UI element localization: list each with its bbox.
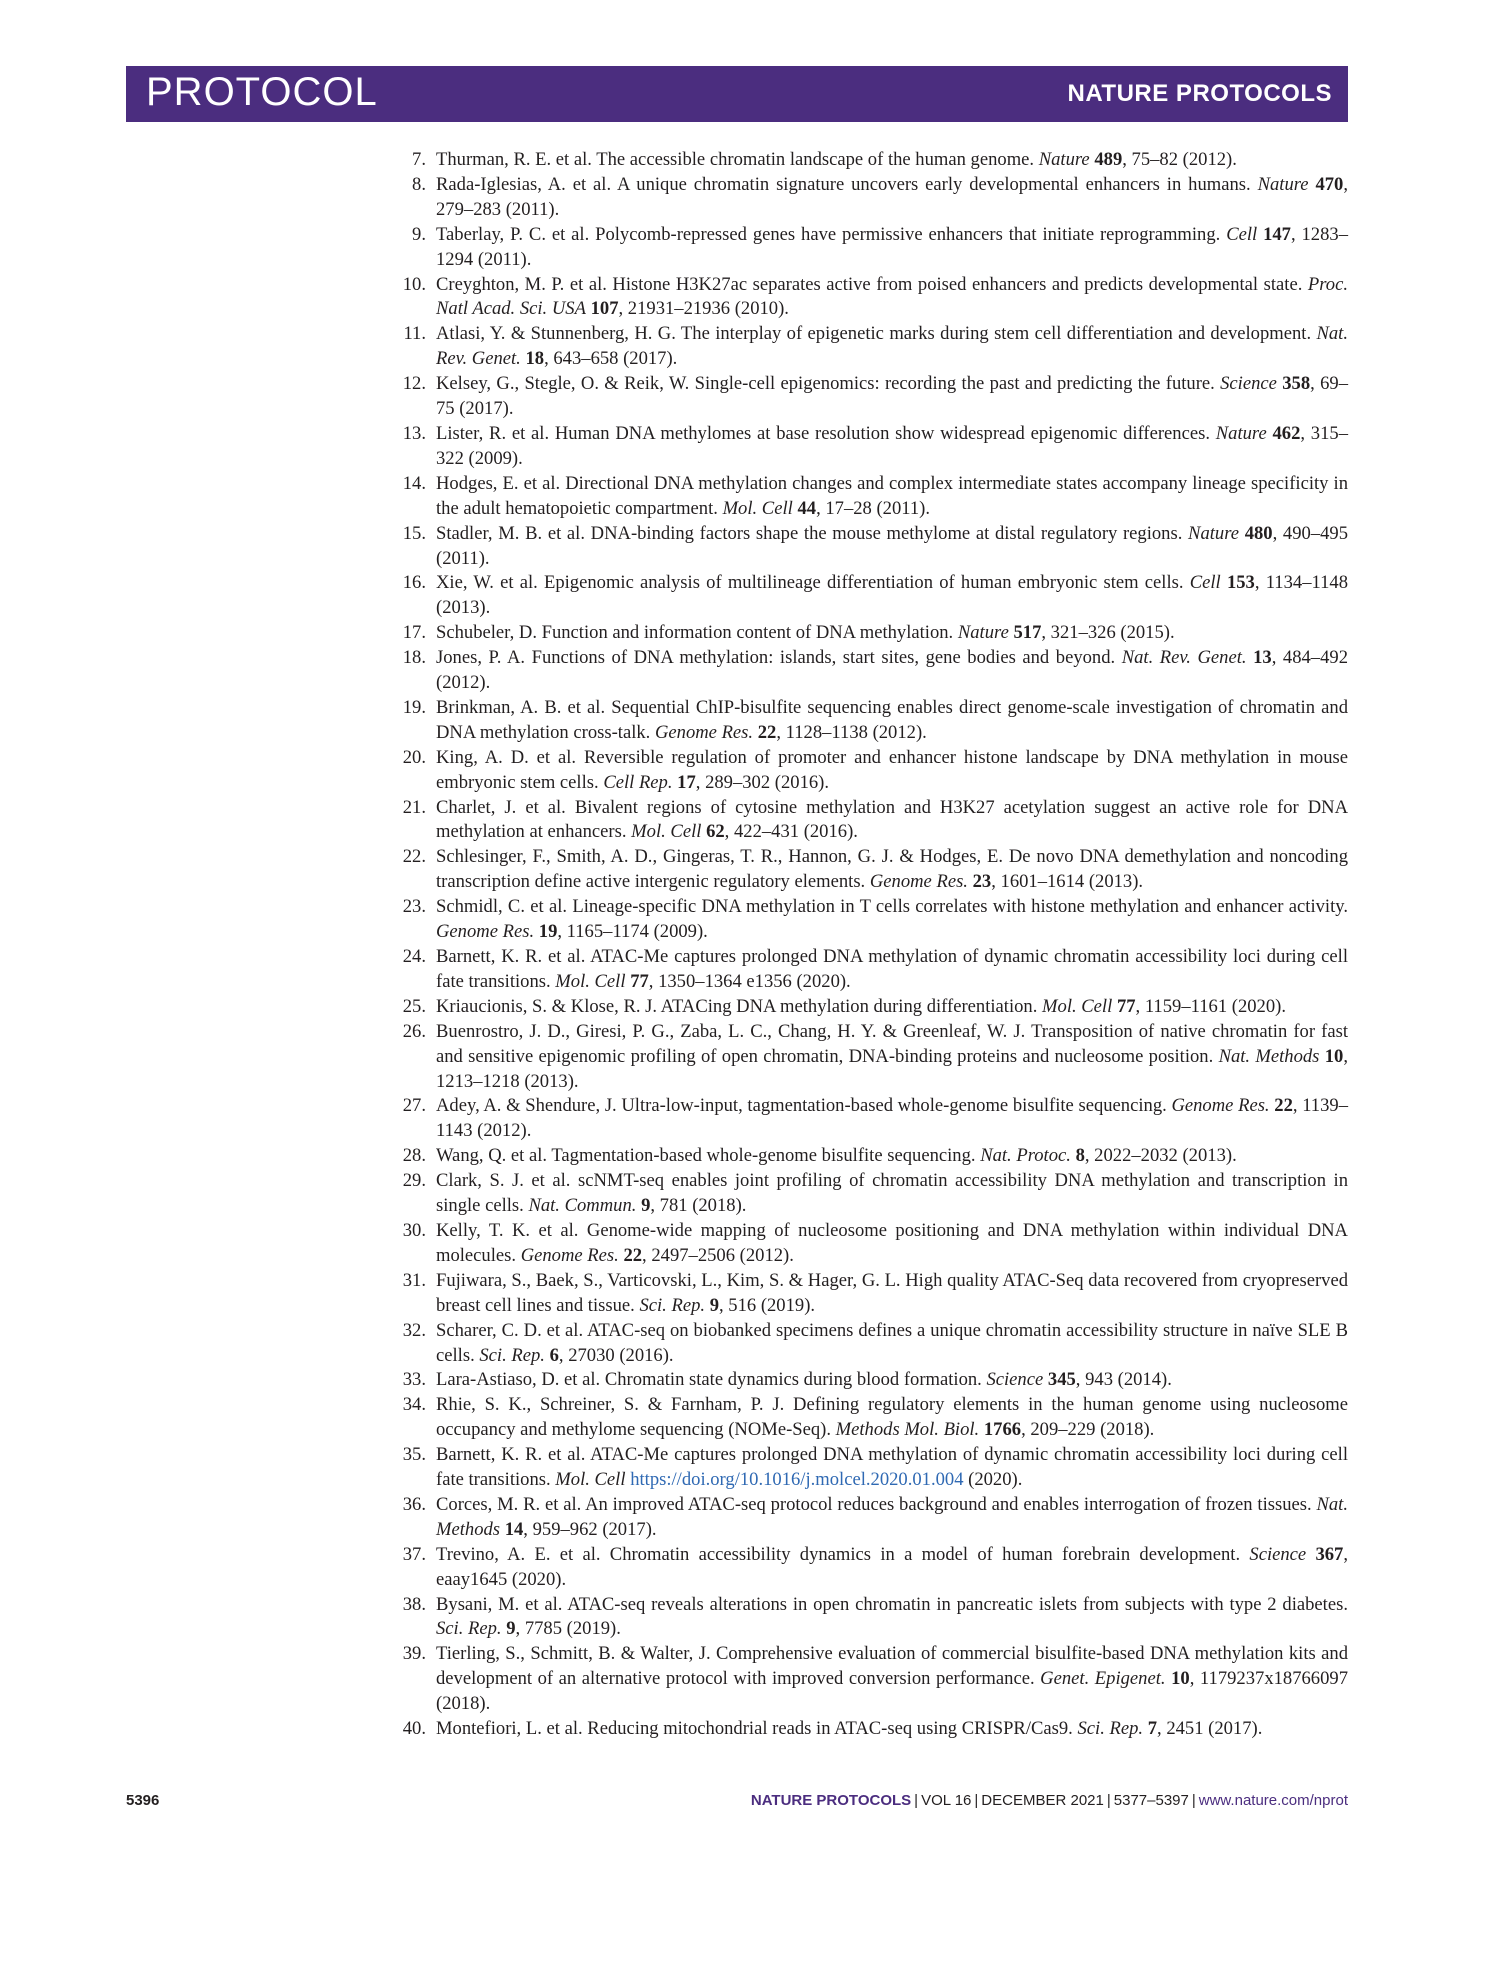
reference-segment: , 2451 (2017). (1157, 1718, 1263, 1740)
reference-item (396, 1717, 1348, 1742)
reference-segment: , 1283–1294 (2011). (436, 223, 1348, 270)
reference-segment: Xie, W. et al. Epigenomic analysis of multilineage differentiation of human embryonic stem cells. (436, 572, 1190, 594)
reference-segment: , 1139–1143 (2012). (436, 1095, 1348, 1142)
reference-item (396, 1144, 1348, 1169)
reference-item (396, 1094, 1348, 1144)
journal-title: Cell (1226, 223, 1258, 245)
reference-segment: , 279–283 (2011). (436, 173, 1348, 220)
reference-text (436, 846, 1348, 892)
volume-number: 345 (1047, 1369, 1076, 1391)
reference-number: 38. (402, 1593, 426, 1615)
reference-item (396, 1393, 1348, 1443)
reference-segment: , 289–302 (2016). (695, 771, 830, 793)
volume-number: 462 (1272, 422, 1301, 444)
reference-segment: , 2022–2032 (2013). (1084, 1145, 1237, 1167)
reference-segment: Lister, R. et al. Human DNA methylomes at base resolution show widespread epigenomic differences. (436, 422, 1216, 444)
reference-item (396, 995, 1348, 1020)
reference-item (396, 1593, 1348, 1643)
journal-title: Nature (1257, 173, 1309, 195)
reference-number: 40. (402, 1718, 426, 1740)
volume-number: 7 (1147, 1718, 1158, 1740)
reference-segment: , 315–322 (2009). (436, 422, 1348, 469)
reference-item (396, 1493, 1348, 1543)
reference-number: 32. (402, 1319, 426, 1341)
reference-text (436, 1170, 1348, 1216)
journal-title: Mol. Cell (722, 497, 793, 519)
reference-item (396, 148, 1348, 173)
reference-text (436, 647, 1348, 693)
reference-segment: , 27030 (2016). (558, 1344, 674, 1366)
journal-title: Mol. Cell (555, 970, 626, 992)
reference-segment: , 1165–1174 (2009). (557, 921, 708, 943)
reference-segment: Atlasi, Y. & Stunnenberg, H. G. The interplay of epigenetic marks during stem cell differentiation and development. (436, 323, 1317, 345)
reference-segment: Taberlay, P. C. et al. Polycomb-repressed genes have permissive enhancers that initiate reprogramming. (436, 223, 1227, 245)
reference-segment: , 1128–1138 (2012). (776, 721, 927, 743)
reference-segment: Brinkman, A. B. et al. Sequential ChIP-bisulfite sequencing enables direct genome-scale investigation of chromatin and DNA methylation cross-talk. (436, 696, 1348, 743)
page-number: 5396 (126, 1792, 160, 1809)
reference-segment: Buenrostro, J. D., Giresi, P. G., Zaba, L. C., Chang, H. Y. & Greenleaf, W. J. Transposition of native chromatin for fast and sensitive epigenomic profiling of open chromatin, DNA-binding proteins and nucleosome position. (436, 1020, 1348, 1067)
reference-text (436, 1021, 1348, 1092)
reference-text (436, 373, 1348, 419)
reference-text (436, 323, 1348, 369)
reference-segment: , 1601–1614 (2013). (991, 871, 1144, 893)
reference-segment: Bysani, M. et al. ATAC-seq reveals alterations in open chromatin in pancreatic islets from subjects with type 2 diabetes. (436, 1593, 1348, 1615)
reference-segment: Charlet, J. et al. Bivalent regions of cytosine methylation and H3K27 acetylation suggest an active role for DNA methylation at enhancers. (436, 796, 1348, 843)
volume-number: 22 (757, 721, 777, 743)
reference-segment: Tierling, S., Schmitt, B. & Walter, J. Comprehensive evaluation of commercial bisulfite-based DNA methylation kits and development of an alternative protocol with improved conversion performance. (436, 1643, 1348, 1690)
footer-journal: NATURE PROTOCOLS (750, 1792, 912, 1809)
reference-segment: , 643–658 (2017). (544, 348, 678, 370)
volume-number: 14 (504, 1518, 524, 1540)
journal-title: Sci. Rep. (1077, 1718, 1144, 1740)
reference-item (396, 1269, 1348, 1319)
journal-title: Sci. Rep. (436, 1618, 502, 1640)
reference-item (396, 472, 1348, 522)
reference-segment: Montefiori, L. et al. Reducing mitochondrial reads in ATAC-seq using CRISPR/Cas9. (436, 1718, 1078, 1740)
journal-title: Nat. Methods (1218, 1045, 1320, 1067)
reference-segment: Kelsey, G., Stegle, O. & Reik, W. Single-cell epigenomics: recording the past and predicting the future. (436, 373, 1221, 395)
reference-number: 35. (402, 1444, 426, 1466)
reference-text (436, 274, 1348, 320)
reference-item (396, 1319, 1348, 1369)
journal-title: Nature (1038, 149, 1090, 170)
reference-segment: Adey, A. & Shendure, J. Ultra-low-input, tagmentation-based whole-genome bisulfite sequencing. (436, 1095, 1172, 1117)
journal-title: Mol. Cell (555, 1469, 626, 1491)
reference-number: 15. (402, 522, 426, 544)
footer-pages: 5377–5397 (1113, 1792, 1189, 1809)
reference-item (396, 845, 1348, 895)
footer-url-link[interactable]: www.nature.com/nprot (1198, 1792, 1348, 1809)
reference-segment: , 1213–1218 (2013). (436, 1045, 1348, 1092)
reference-text (436, 996, 1286, 1017)
journal-title: Genome Res. (654, 721, 754, 743)
reference-text (436, 747, 1348, 793)
journal-title: Genome Res. (436, 921, 535, 943)
reference-segment: Trevino, A. E. et al. Chromatin accessibility dynamics in a model of human forebrain development. (436, 1543, 1250, 1565)
reference-item (396, 1368, 1348, 1393)
reference-number: 24. (402, 946, 426, 967)
reference-segment: Rada-Iglesias, A. et al. A unique chromatin signature uncovers early developmental enhancers in humans. (436, 173, 1258, 195)
journal-title: Nat. Rev. Genet. (436, 323, 1348, 370)
reference-number: 9. (412, 223, 426, 245)
volume-number: 22 (623, 1244, 643, 1266)
reference-number: 33. (402, 1369, 426, 1391)
reference-segment: Wang, Q. et al. Tagmentation-based whole-genome bisulfite sequencing. (436, 1145, 981, 1167)
reference-segment: Jones, P. A. Functions of DNA methylation: islands, start sites, gene bodies and beyond. (436, 647, 1122, 669)
reference-item (396, 1169, 1348, 1219)
reference-number: 20. (402, 746, 426, 768)
volume-number: 489 (1094, 149, 1123, 170)
footer-citation (751, 1792, 1348, 1809)
volume-number: 10 (1171, 1668, 1190, 1690)
volume-number: 10 (1324, 1045, 1344, 1067)
reference-segment: , 1350–1364 e1356 (2020). (648, 970, 851, 992)
reference-text (436, 1369, 1172, 1390)
journal-title: Nat. Rev. Genet. (1121, 647, 1247, 669)
footer-volume: VOL 16 (921, 1792, 972, 1809)
reference-item (396, 273, 1348, 323)
reference-segment: Kriaucionis, S. & Klose, R. J. ATACing DNA methylation during differentiation. (436, 995, 1043, 1017)
reference-segment: Stadler, M. B. et al. DNA-binding factors shape the mouse methylome at distal regulatory regions. (436, 522, 1189, 544)
reference-number: 34. (402, 1394, 426, 1416)
volume-number: 9 (641, 1195, 651, 1217)
volume-number: 470 (1315, 173, 1344, 195)
reference-segment: , 1159–1161 (2020). (1135, 995, 1286, 1017)
reference-number: 39. (402, 1643, 426, 1665)
reference-number: 10. (402, 273, 426, 295)
reference-number: 8. (412, 173, 426, 195)
journal-title: Nature (1215, 422, 1267, 444)
reference-segment: Schmidl, C. et al. Lineage-specific DNA methylation in T cells correlates with histone methylation and enhancer activity. (436, 896, 1348, 918)
journal-title: Genome Res. (869, 871, 968, 893)
reference-number: 14. (402, 472, 426, 494)
reference-text (436, 1145, 1237, 1166)
reference-text (436, 1220, 1348, 1266)
reference-text (436, 423, 1348, 469)
journal-title: Cell (1189, 572, 1221, 594)
reference-number: 29. (402, 1170, 426, 1192)
reference-number: 19. (402, 696, 426, 718)
volume-number: 367 (1315, 1543, 1344, 1565)
reference-text (436, 174, 1348, 220)
reference-segment: Rhie, S. K., Schreiner, S. & Farnham, P. J. Defining regulatory elements in the human genome using nucleosome occupancy and methylome sequencing (NOMe-Seq). (436, 1394, 1348, 1441)
reference-number: 21. (402, 796, 426, 818)
reference-text (436, 1718, 1262, 1739)
reference-segment: Thurman, R. E. et al. The accessible chromatin landscape of the human genome. (436, 149, 1039, 170)
volume-number: 62 (706, 821, 725, 843)
reference-item (396, 1020, 1348, 1095)
reference-segment: Hodges, E. et al. Directional DNA methylation changes and complex intermediate states accompany lineage specificity in the adult hematopoietic compartment. (436, 472, 1348, 519)
reference-segment: , 422–431 (2016). (724, 821, 858, 843)
journal-title: Nat. Protoc. (980, 1145, 1071, 1167)
reference-text (436, 523, 1348, 569)
volume-number: 153 (1226, 572, 1255, 594)
volume-number: 517 (1013, 622, 1042, 644)
volume-number: 23 (972, 871, 992, 893)
volume-number: 8 (1075, 1145, 1085, 1167)
reference-item (396, 322, 1348, 372)
reference-item (396, 1642, 1348, 1717)
reference-text (436, 622, 1175, 643)
reference-item (396, 571, 1348, 621)
volume-number: 44 (797, 497, 817, 519)
reference-text (436, 224, 1348, 270)
reference-segment: Clark, S. J. et al. scNMT-seq enables joint profiling of chromatin accessibility DNA methylation and transcription in single cells. (436, 1170, 1348, 1217)
reference-item (396, 223, 1348, 273)
volume-number: 1766 (983, 1419, 1022, 1441)
reference-number: 28. (402, 1145, 426, 1167)
reference-segment: Schlesinger, F., Smith, A. D., Gingeras, T. R., Hannon, G. J. & Hodges, E. De novo DNA demethylation and noncoding transcription define active intergenic regulatory elements. (436, 846, 1348, 893)
reference-segment: , eaay1645 (2020). (436, 1543, 1348, 1590)
reference-segment: , 7785 (2019). (515, 1618, 621, 1640)
volume-number: 480 (1244, 522, 1273, 544)
reference-item (396, 746, 1348, 796)
reference-number: 18. (402, 647, 426, 669)
reference-text (436, 1394, 1348, 1440)
reference-segment: , 959–962 (2017). (523, 1518, 657, 1540)
reference-number: 16. (402, 572, 426, 594)
footer-separator: | (914, 1792, 919, 1809)
reference-number: 22. (402, 846, 426, 868)
volume-number: 18 (525, 348, 545, 370)
reference-segment: Lara-Astiaso, D. et al. Chromatin state dynamics during blood formation. (436, 1369, 987, 1391)
footer-separator: | (974, 1792, 979, 1809)
reference-segment: , 1134–1148 (2013). (436, 572, 1348, 619)
reference-item (396, 173, 1348, 223)
reference-text (436, 1594, 1348, 1640)
reference-item (396, 422, 1348, 472)
reference-segment: , 209–229 (2018). (1021, 1419, 1155, 1441)
reference-segment: , 781 (2018). (650, 1195, 747, 1217)
reference-text (436, 1320, 1348, 1366)
page-footer (126, 1792, 1348, 1816)
footer-separator: | (1106, 1792, 1111, 1809)
reference-segment: , 2497–2506 (2012). (642, 1244, 794, 1266)
reference-number: 31. (402, 1269, 426, 1291)
reference-item (396, 621, 1348, 646)
reference-item (396, 1543, 1348, 1593)
reference-text (436, 946, 1348, 992)
reference-text (436, 896, 1348, 942)
reference-item (396, 945, 1348, 995)
journal-title: Nature (1188, 522, 1240, 544)
reference-number: 37. (402, 1543, 426, 1565)
reference-segment: , 943 (2014). (1075, 1369, 1172, 1391)
reference-number: 11. (403, 323, 426, 345)
reference-item (396, 696, 1348, 746)
volume-number: 17 (677, 771, 696, 793)
reference-item (396, 522, 1348, 572)
journal-title: Nature (957, 622, 1009, 644)
reference-number: 36. (402, 1493, 426, 1515)
journal-title: Science (1220, 373, 1277, 395)
reference-segment: Barnett, K. R. et al. ATAC-Me captures prolonged DNA methylation of dynamic chromatin accessibility loci during cell fate transitions. (436, 946, 1348, 992)
journal-title: Science (986, 1369, 1044, 1391)
volume-number: 9 (506, 1618, 516, 1640)
journal-title: Genome Res. (520, 1244, 619, 1266)
reference-number: 26. (402, 1020, 426, 1042)
reference-text (436, 572, 1348, 618)
reference-number: 23. (402, 896, 426, 918)
reference-number: 17. (402, 622, 426, 644)
reference-segment: King, A. D. et al. Reversible regulation of promoter and enhancer histone landscape by DNA methylation in mouse embryonic stem cells. (436, 746, 1348, 793)
volume-number: 22 (1274, 1095, 1293, 1117)
reference-item (396, 895, 1348, 945)
reference-text (436, 1444, 1348, 1490)
journal-title: Science (1249, 1543, 1307, 1565)
journal-title: Proc. Natl Acad. Sci. USA (436, 273, 1348, 320)
reference-text (436, 1270, 1348, 1316)
reference-segment: , 1179237x18766097 (2018). (436, 1668, 1348, 1715)
reference-list (396, 148, 1348, 1742)
reference-segment: Kelly, T. K. et al. Genome-wide mapping of nucleosome positioning and DNA methylation within individual DNA molecules. (436, 1219, 1348, 1266)
reference-text (436, 1544, 1348, 1590)
reference-number: 13. (402, 422, 426, 444)
journal-title: Genet. Epigenet. (1040, 1668, 1166, 1690)
reference-text (436, 697, 1348, 743)
journal-title: Sci. Rep. (639, 1294, 706, 1316)
reference-number: 27. (402, 1095, 426, 1117)
reference-segment: Scharer, C. D. et al. ATAC-seq on biobanked specimens defines a unique chromatin accessibility structure in naïve SLE B cells. (436, 1319, 1348, 1366)
reference-number: 25. (402, 995, 426, 1017)
journal-title: Genome Res. (1171, 1095, 1270, 1117)
reference-text (436, 473, 1348, 519)
reference-segment: , 21931–21936 (2010). (618, 298, 789, 320)
journal-title: Mol. Cell (1042, 995, 1113, 1017)
volume-number: 9 (709, 1294, 719, 1316)
volume-number: 19 (538, 921, 558, 943)
reference-text (436, 797, 1348, 843)
reference-item (396, 796, 1348, 846)
reference-item (396, 1219, 1348, 1269)
volume-number: 13 (1253, 647, 1272, 669)
reference-segment: Creyghton, M. P. et al. Histone H3K27ac separates active from poised enhancers and predicts developmental state. (436, 273, 1308, 295)
journal-title: Methods Mol. Biol. (835, 1419, 980, 1441)
reference-number: 7. (412, 149, 426, 170)
section-label: PROTOCOL (146, 70, 378, 114)
volume-number: 107 (590, 298, 619, 320)
doi-link[interactable]: https://doi.org/10.1016/j.molcel.2020.01.004 (630, 1469, 964, 1491)
reference-segment: Barnett, K. R. et al. ATAC-Me captures prolonged DNA methylation of dynamic chromatin accessibility loci during cell fate transitions. (436, 1444, 1348, 1491)
volume-number: 358 (1282, 373, 1311, 395)
volume-number: 147 (1263, 223, 1291, 245)
journal-title: Sci. Rep. (479, 1344, 545, 1366)
reference-item (396, 646, 1348, 696)
reference-segment: , 484–492 (2012). (436, 647, 1348, 694)
reference-text (436, 149, 1237, 170)
journal-name: NATURE PROTOCOLS (1067, 80, 1332, 107)
reference-segment: Corces, M. R. et al. An improved ATAC-seq protocol reduces background and enables interrogation of frozen tissues. (436, 1493, 1317, 1515)
reference-segment: Schubeler, D. Function and information content of DNA methylation. (436, 622, 958, 644)
journal-title: Cell Rep. (603, 771, 673, 793)
volume-number: 6 (549, 1344, 559, 1366)
reference-segment: , 69–75 (2017). (436, 373, 1348, 420)
journal-title: Mol. Cell (631, 821, 702, 843)
volume-number: 77 (1116, 995, 1136, 1017)
reference-text (436, 1494, 1348, 1540)
reference-number: 12. (402, 373, 426, 395)
footer-separator: | (1191, 1792, 1196, 1809)
journal-title: Nat. Commun. (528, 1195, 637, 1217)
reference-item (396, 372, 1348, 422)
reference-item (396, 1443, 1348, 1493)
reference-segment: , 17–28 (2011). (816, 497, 931, 519)
header-bar (126, 66, 1348, 122)
reference-text (436, 1643, 1348, 1714)
reference-number: 30. (402, 1219, 426, 1241)
volume-number: 77 (630, 970, 649, 992)
reference-segment: (2020). (963, 1469, 1023, 1491)
reference-segment: Fujiwara, S., Baek, S., Varticovski, L., Kim, S. & Hager, G. L. High quality ATAC-Seq data recovered from cryopreserved breast cell lines and tissue. (436, 1269, 1348, 1316)
reference-text (436, 1095, 1348, 1141)
reference-segment: , 490–495 (2011). (436, 522, 1348, 569)
reference-segment: , 75–82 (2012). (1122, 149, 1237, 170)
footer-date: DECEMBER 2021 (981, 1792, 1104, 1809)
reference-segment: , 516 (2019). (718, 1294, 816, 1316)
journal-title: Nat. Methods (436, 1493, 1348, 1540)
reference-segment: , 321–326 (2015). (1041, 622, 1175, 644)
